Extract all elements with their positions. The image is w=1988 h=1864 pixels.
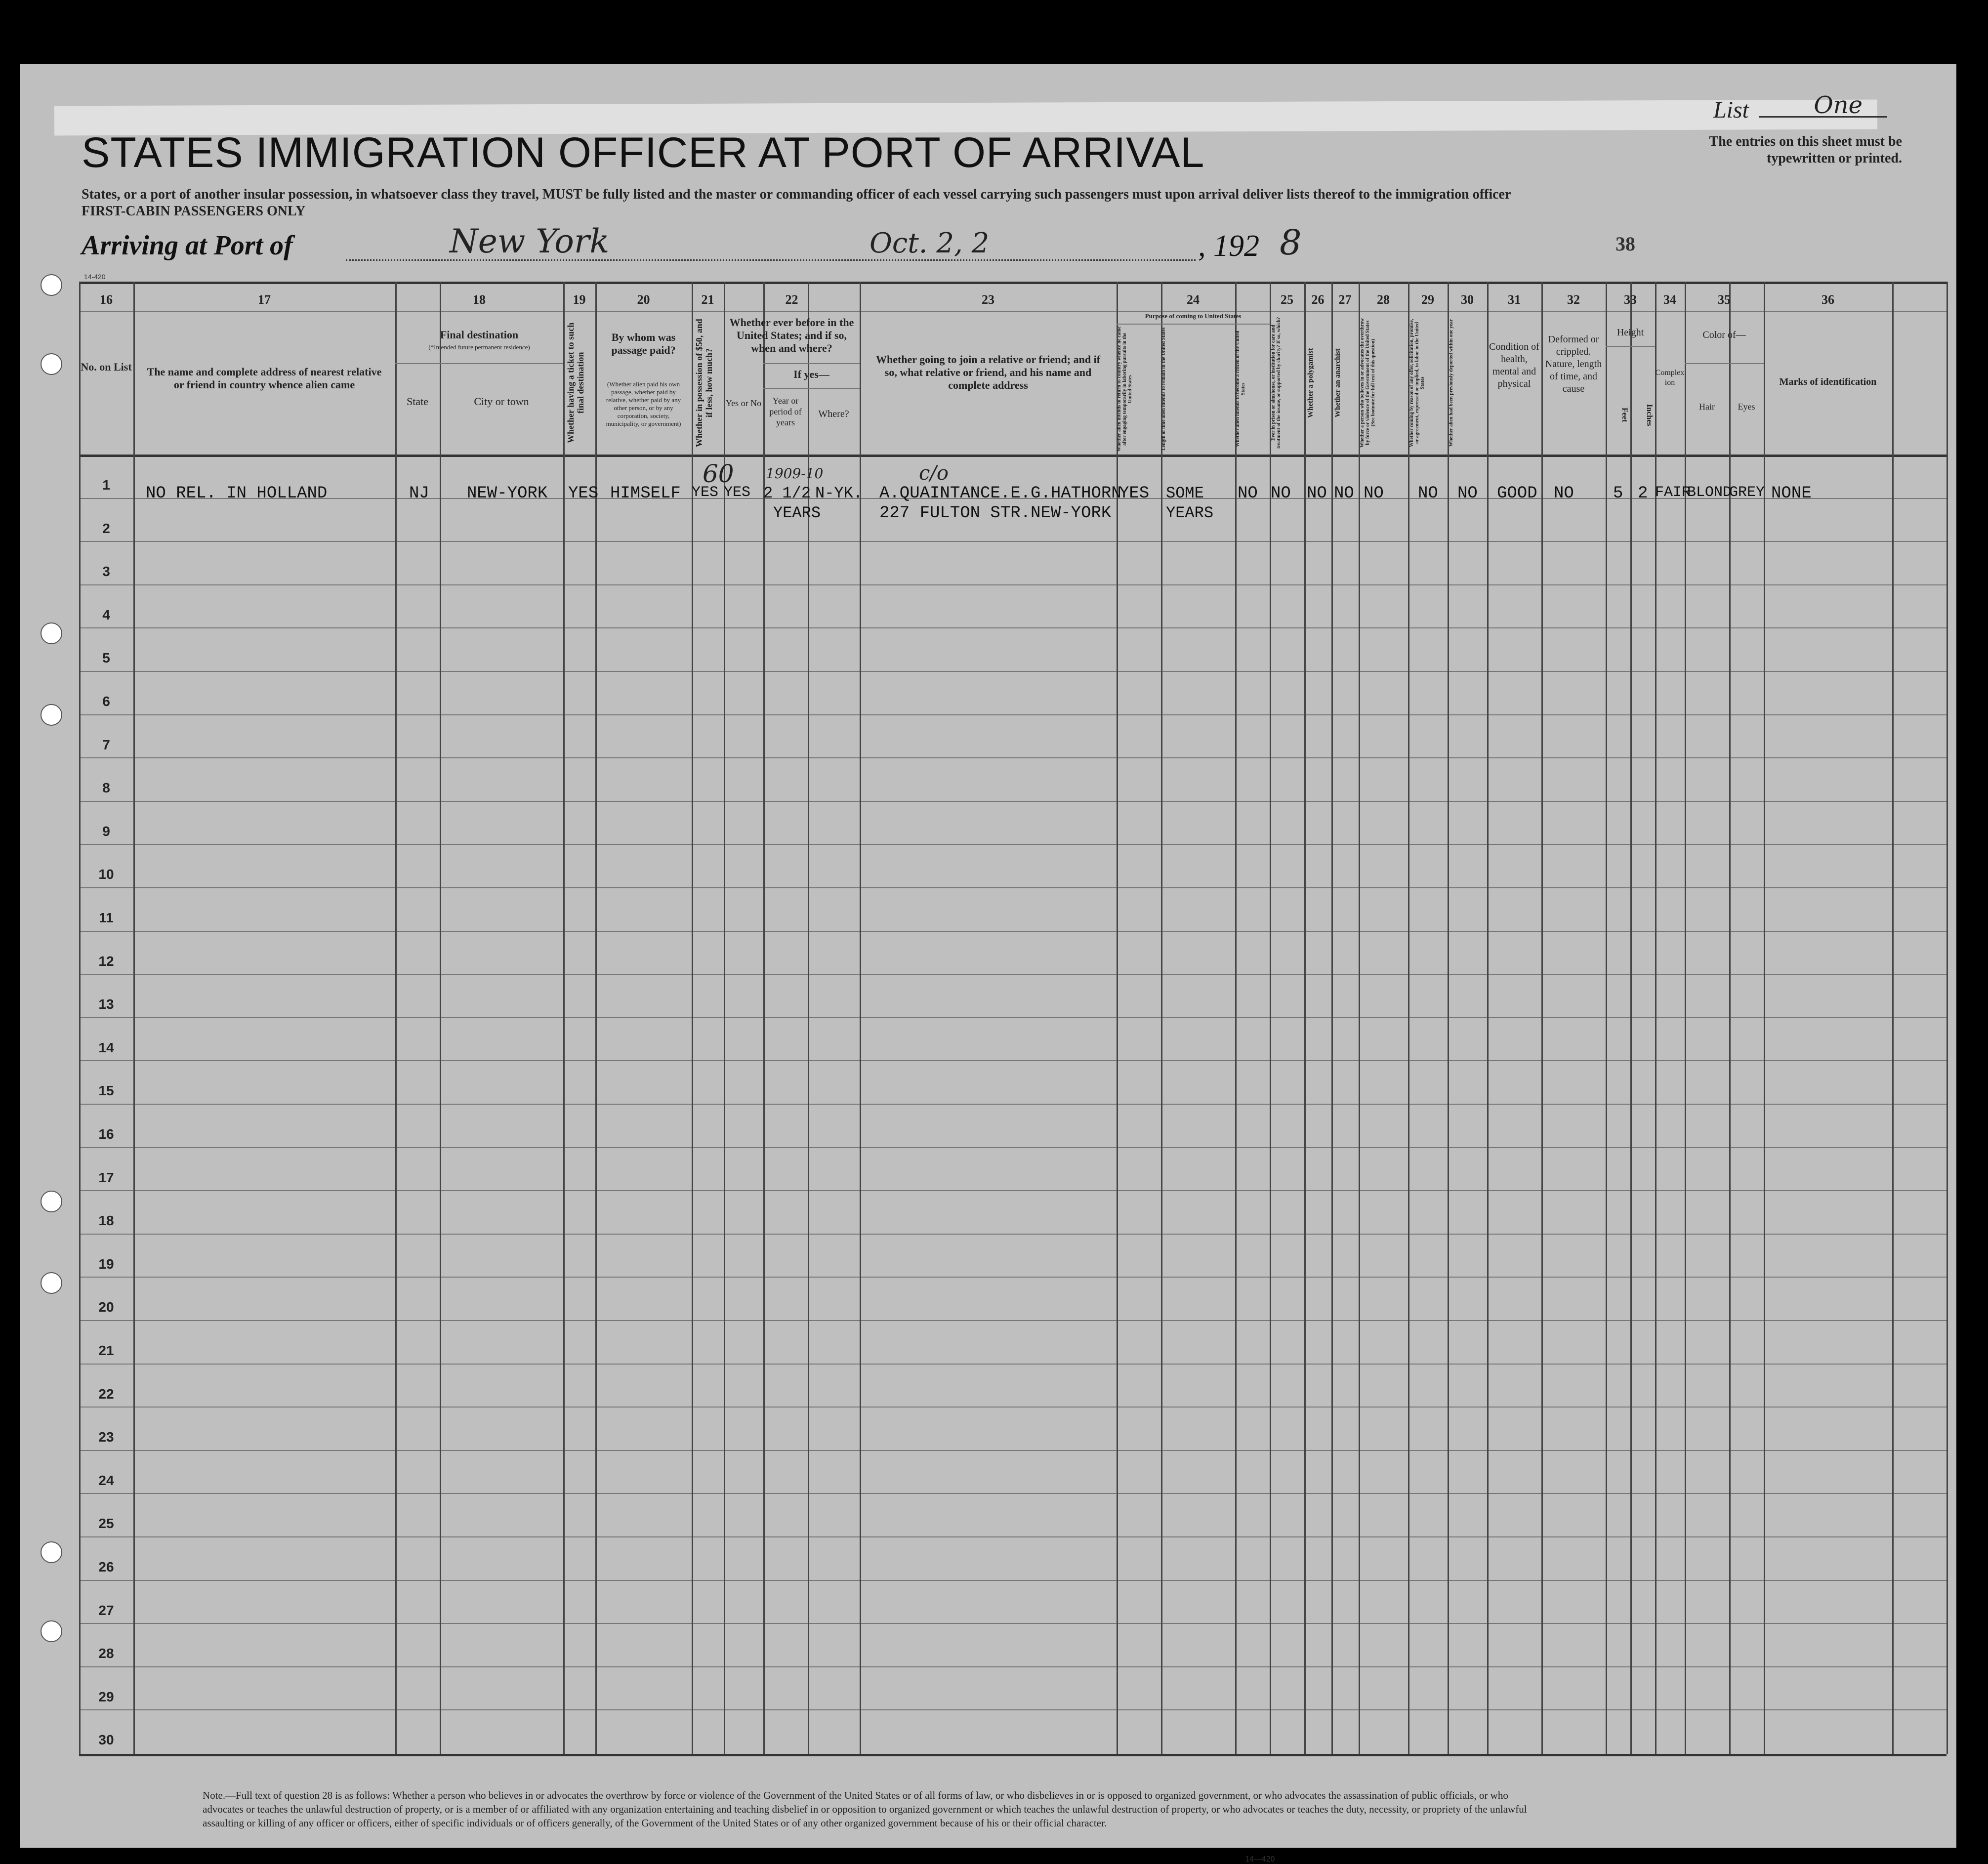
entry-period-1: 2 1/2 bbox=[763, 484, 811, 502]
column-rule bbox=[1892, 282, 1894, 1754]
hdr-if-yes: If yes— bbox=[793, 368, 829, 380]
hdr-polygamist: Whether a polygamist bbox=[1307, 348, 1315, 418]
col-num-34: 34 bbox=[1663, 292, 1676, 307]
column-rule bbox=[860, 282, 861, 1754]
entry-length-2: YEARS bbox=[1166, 504, 1214, 522]
column-rule bbox=[79, 282, 81, 1754]
col-num-18: 18 bbox=[473, 292, 486, 307]
row-rule bbox=[79, 1623, 1947, 1624]
column-rule bbox=[724, 282, 725, 1754]
punch-hole bbox=[41, 353, 62, 375]
hdr-health: Condition of health, mental and physical bbox=[1489, 341, 1539, 389]
row-rule bbox=[79, 541, 1947, 542]
row-rule bbox=[79, 1060, 1947, 1061]
hdr-purpose: Purpose of coming to United States bbox=[1145, 312, 1242, 320]
footnote: Note.—Full text of question 28 is as follows: Whether a person who believes in or advocates the overthrow by force or violence of the Government of the United States or of all forms of law, or who disbelieves in or is opposed to organized government, or who advocates the assassination of public officials, or who advocates or teaches the unlawful destruction of property, or is a member of or affiliated with any organization entertaining and teaching disbelief in or opposition to organized government or which teaches the unlawful destruction of property, or who advocates or teaches the duty, necessity, or propriety of the unlawful assaulting or killing of any officer or officers, either of specific individuals or of officers generally, of the Government of the United States or of any other organized government because of his or their official character. bbox=[203, 1789, 1527, 1829]
entry-join-2: 227 FULTON STR.NEW-YORK bbox=[879, 504, 1112, 523]
row-number: 10 bbox=[98, 867, 114, 882]
column-rule bbox=[1606, 282, 1607, 1754]
row-number: 29 bbox=[98, 1689, 114, 1704]
entry-health: GOOD bbox=[1497, 484, 1537, 503]
entry-where: N-YK. bbox=[815, 484, 863, 502]
punch-hole bbox=[41, 1272, 62, 1294]
column-rule bbox=[1541, 282, 1543, 1754]
row-rule bbox=[79, 1407, 1947, 1408]
entry-citizen: NO bbox=[1238, 484, 1258, 503]
sheet-number: 38 bbox=[1615, 233, 1635, 255]
hdr-nearest-relative: The name and complete address of nearest relative or friend in country whence alien came bbox=[147, 366, 382, 391]
col-num-20: 20 bbox=[637, 292, 650, 307]
row-number: 2 bbox=[102, 520, 110, 536]
punch-hole bbox=[41, 274, 62, 296]
hdr-inches: Inches bbox=[1645, 404, 1654, 426]
row-number: 15 bbox=[98, 1083, 114, 1099]
hdr-passage-paid: By whom was passage paid? bbox=[611, 331, 676, 356]
hdr-money: Whether in possession of $50, and if less, how much? bbox=[694, 319, 714, 447]
typewritten-instructions: The entries on this sheet must be typewritten or printed. bbox=[1709, 134, 1902, 166]
col-num-29: 29 bbox=[1421, 292, 1434, 307]
entry-inches: 2 bbox=[1638, 484, 1648, 503]
column-rule bbox=[1655, 282, 1657, 1754]
row-rule bbox=[79, 1493, 1947, 1494]
row-number: 4 bbox=[102, 607, 110, 622]
entry-state: NJ bbox=[409, 484, 429, 503]
hdr-eyes: Eyes bbox=[1738, 402, 1755, 412]
row-rule bbox=[79, 1709, 1947, 1710]
col-num-24: 24 bbox=[1187, 292, 1200, 307]
manifest-page bbox=[20, 64, 1956, 1864]
hdr-marks: Marks of identification bbox=[1779, 376, 1877, 387]
row-number: 5 bbox=[102, 650, 110, 666]
column-rule bbox=[1630, 282, 1632, 1754]
column-rule bbox=[1408, 282, 1409, 1754]
first-cabin-label: FIRST-CABIN PASSENGERS ONLY bbox=[82, 204, 306, 219]
column-number-rule bbox=[79, 311, 1947, 312]
hdr-city: City or town bbox=[474, 395, 529, 408]
row-rule bbox=[79, 844, 1947, 845]
entry-join-1: A.QUAINTANCE.E.G.HATHORN bbox=[879, 484, 1121, 503]
entry-feet: 5 bbox=[1613, 484, 1623, 503]
row-number: 21 bbox=[98, 1343, 114, 1358]
entry-length-1: SOME bbox=[1166, 484, 1204, 502]
page-title: STATES IMMIGRATION OFFICER AT PORT OF ARRIVAL bbox=[82, 129, 1205, 176]
row-number: 23 bbox=[98, 1429, 114, 1445]
row-rule bbox=[79, 1580, 1947, 1581]
table-bottom-rule bbox=[79, 1754, 1947, 1756]
row-rule bbox=[79, 1104, 1947, 1105]
col-num-19: 19 bbox=[573, 292, 586, 307]
hdr-yes-no: Yes or No bbox=[725, 398, 762, 408]
row-rule bbox=[79, 1017, 1947, 1018]
row-rule bbox=[79, 671, 1947, 672]
hdr-final-destination: Final destination bbox=[440, 329, 519, 341]
hdr-offer: Whether coming by reason of any offer, solicitation, promise, or agreement, expressed or implied, to labor in the United States bbox=[1409, 319, 1425, 447]
row-rule bbox=[79, 584, 1947, 585]
entry-deported: NO bbox=[1457, 484, 1478, 503]
hdr-passage-note: (Whether alien paid his own passage, whether paid by relative, whether paid by any other person, or by any corporation, society, municipality, or government) bbox=[606, 380, 681, 427]
row-number: 11 bbox=[99, 910, 114, 925]
hdr-before-us: Whether ever before in the United States; and if so, when and where? bbox=[729, 316, 854, 354]
entry-purpose-return: YES bbox=[1119, 484, 1150, 503]
col-num-30: 30 bbox=[1461, 292, 1474, 307]
sub-rule bbox=[763, 363, 860, 364]
row-number: 14 bbox=[98, 1039, 114, 1055]
entry-money-hand: 60 bbox=[703, 459, 734, 488]
row-number: 19 bbox=[98, 1256, 114, 1272]
column-rule bbox=[1331, 282, 1333, 1754]
row-number: 3 bbox=[102, 564, 110, 580]
row-number: 25 bbox=[98, 1516, 114, 1532]
date-value: Oct. 2, 2 bbox=[870, 227, 990, 259]
hdr-color-of: Color of— bbox=[1702, 330, 1746, 340]
punch-hole bbox=[41, 704, 62, 726]
row-rule bbox=[79, 887, 1947, 888]
col-num-31: 31 bbox=[1508, 292, 1521, 307]
class-notice: States, or a port of another insular possession, in whatsoever class they travel, MUST be fully listed and the master or commanding officer of each vessel carrying such passengers must upon arrival deliver lists thereof to the immigration officer bbox=[82, 187, 1511, 202]
column-rule bbox=[1235, 282, 1237, 1754]
row-number: 24 bbox=[98, 1472, 114, 1488]
sub-rule bbox=[395, 363, 563, 364]
column-rule bbox=[133, 282, 135, 1754]
column-rule bbox=[1161, 282, 1162, 1754]
punch-hole bbox=[41, 1191, 62, 1212]
year-suffix: 8 bbox=[1280, 222, 1302, 263]
row-rule bbox=[79, 757, 1947, 758]
row-rule bbox=[79, 974, 1947, 975]
sub-rule bbox=[1685, 363, 1764, 364]
port-value: New York bbox=[450, 222, 610, 260]
hdr-height: Height bbox=[1616, 327, 1644, 338]
row-rule bbox=[79, 1364, 1947, 1365]
row-number: 8 bbox=[102, 780, 110, 796]
row-number: 16 bbox=[98, 1126, 114, 1142]
row-number: 30 bbox=[98, 1732, 114, 1748]
col-num-36: 36 bbox=[1822, 292, 1834, 307]
row-rule bbox=[79, 714, 1947, 715]
year-prefix: , 192 bbox=[1198, 229, 1259, 263]
row-rule bbox=[79, 931, 1947, 932]
entry-relative: NO REL. IN HOLLAND bbox=[146, 484, 328, 503]
form-code: 14-420 bbox=[84, 273, 106, 281]
hdr-overthrow: Whether a person who believes in or advocates the overthrow by force or violence of the Government of the United States (See footnote for full text of this question) bbox=[1360, 318, 1376, 448]
column-rule bbox=[1685, 282, 1686, 1754]
entry-marks: NONE bbox=[1771, 484, 1812, 503]
header-bottom-rule bbox=[79, 455, 1947, 457]
entry-anarchist: NO bbox=[1334, 484, 1354, 503]
col-num-32: 32 bbox=[1567, 292, 1580, 307]
hdr-hair: Hair bbox=[1699, 402, 1715, 412]
column-rule bbox=[808, 282, 809, 1754]
entry-complexion: FAIR bbox=[1655, 484, 1691, 501]
hdr-anarchist: Whether an anarchist bbox=[1334, 348, 1342, 417]
column-rule bbox=[1764, 282, 1765, 1754]
col-num-16: 16 bbox=[100, 292, 113, 307]
entry-join-hand: c/o bbox=[919, 462, 949, 485]
entry-polygamist: NO bbox=[1307, 484, 1327, 503]
row-number: 9 bbox=[102, 823, 110, 839]
hdr-deported: Whether alien had been previously deported within one year bbox=[1449, 319, 1454, 447]
entry-before-us: YES bbox=[724, 484, 751, 501]
manifest-table bbox=[79, 282, 1947, 1764]
column-rule bbox=[692, 282, 693, 1754]
entry-offer: NO bbox=[1418, 484, 1438, 503]
row-number: 7 bbox=[102, 737, 110, 752]
column-rule bbox=[1304, 282, 1306, 1754]
entry-paid-by: HIMSELF bbox=[610, 484, 681, 503]
row-rule bbox=[79, 1320, 1947, 1321]
column-rule bbox=[1448, 282, 1449, 1754]
table-top-rule bbox=[79, 282, 1947, 284]
entry-period-2: YEARS bbox=[773, 504, 821, 522]
hdr-length-stay: Length of time alien intends to remain in the United States bbox=[1161, 327, 1166, 451]
row-rule bbox=[79, 1234, 1947, 1235]
sub-rule bbox=[1117, 324, 1270, 325]
arriving-label: Arriving at Port of bbox=[82, 230, 293, 261]
col-num-35: 35 bbox=[1718, 292, 1731, 307]
hdr-deformed: Deformed or crippled. Nature, length of time, and cause bbox=[1545, 334, 1602, 394]
entry-overthrow: NO bbox=[1364, 484, 1384, 503]
col-num-25: 25 bbox=[1281, 292, 1293, 307]
hdr-where: Where? bbox=[818, 409, 849, 419]
row-rule bbox=[79, 1147, 1947, 1148]
entry-ticket: YES bbox=[568, 484, 599, 503]
col-num-17: 17 bbox=[258, 292, 271, 307]
entry-eyes: GREY bbox=[1729, 484, 1765, 501]
row-rule bbox=[79, 1666, 1947, 1667]
punch-hole bbox=[41, 1620, 62, 1642]
col-num-26: 26 bbox=[1311, 292, 1325, 307]
row-rule bbox=[79, 1190, 1947, 1191]
column-rule bbox=[563, 282, 565, 1754]
hdr-join-relative: Whether going to join a relative or friend; and if so, what relative or friend, and his name and complete address bbox=[875, 353, 1101, 391]
column-rule bbox=[1487, 282, 1489, 1754]
hdr-no-on-list: No. on List bbox=[81, 361, 132, 373]
column-rule bbox=[395, 282, 397, 1754]
row-number: 6 bbox=[102, 694, 110, 709]
col-num-21: 21 bbox=[701, 292, 714, 307]
footnote-code: 14—420 bbox=[1245, 1855, 1275, 1864]
entry-deformed: NO bbox=[1554, 484, 1574, 503]
row-number: 26 bbox=[98, 1559, 114, 1574]
sub-rule bbox=[1606, 346, 1655, 347]
list-label: List bbox=[1713, 97, 1749, 123]
column-rule bbox=[1729, 282, 1731, 1754]
row-rule bbox=[79, 1450, 1947, 1451]
row-number: 22 bbox=[98, 1386, 114, 1402]
row-number: 28 bbox=[98, 1646, 114, 1661]
row-number: 13 bbox=[98, 996, 114, 1012]
row-rule bbox=[79, 1277, 1947, 1278]
row-number: 12 bbox=[98, 953, 114, 969]
punch-hole bbox=[41, 622, 62, 644]
row-rule bbox=[79, 801, 1947, 802]
col-num-27: 27 bbox=[1338, 292, 1352, 307]
entry-prison: NO bbox=[1271, 484, 1291, 503]
row-number: 17 bbox=[98, 1169, 114, 1185]
sub-rule bbox=[763, 388, 860, 389]
row-rule bbox=[79, 1536, 1947, 1537]
row-number: 18 bbox=[98, 1213, 114, 1229]
hdr-citizen: Whether alien intends to become a citizen of the United States bbox=[1235, 331, 1246, 448]
hdr-ticket: Whether having a ticket to such final destination bbox=[566, 322, 585, 444]
list-value: One bbox=[1814, 91, 1863, 119]
row-number: 1 bbox=[102, 477, 110, 493]
hdr-feet: Feet bbox=[1620, 408, 1629, 422]
hdr-final-destination-note: (*Intended future permanent residence) bbox=[428, 343, 530, 351]
entry-city: NEW-YORK bbox=[467, 484, 548, 503]
col-num-28: 28 bbox=[1377, 292, 1390, 307]
row-number: 27 bbox=[98, 1602, 114, 1618]
hdr-prison: Ever in prison or almshouse, or institution for care and treatment of the insane, or supported by charity? If so, which? bbox=[1271, 317, 1282, 449]
row-number: 20 bbox=[98, 1299, 114, 1315]
entry-money: YES bbox=[692, 484, 719, 501]
column-rule bbox=[1947, 282, 1948, 1754]
column-rule bbox=[440, 282, 441, 1754]
col-num-23: 23 bbox=[982, 292, 994, 307]
column-rule bbox=[763, 282, 765, 1754]
column-rule bbox=[1359, 282, 1360, 1754]
hdr-year: Year or period of years bbox=[769, 396, 802, 427]
hdr-purpose-return: Whether alien intends to return to country whence he came after engaging temporarily in laboring pursuits in the United States bbox=[1117, 326, 1133, 452]
col-num-33: 33 bbox=[1624, 292, 1637, 307]
hdr-state: State bbox=[407, 395, 428, 408]
hdr-complexion: Complexion bbox=[1655, 369, 1685, 387]
entry-period-hand: 1909-10 bbox=[766, 465, 824, 482]
row-rule bbox=[79, 627, 1947, 628]
entry-hair: BLOND bbox=[1687, 484, 1732, 501]
col-num-22: 22 bbox=[785, 292, 798, 307]
punch-hole bbox=[41, 1541, 62, 1563]
